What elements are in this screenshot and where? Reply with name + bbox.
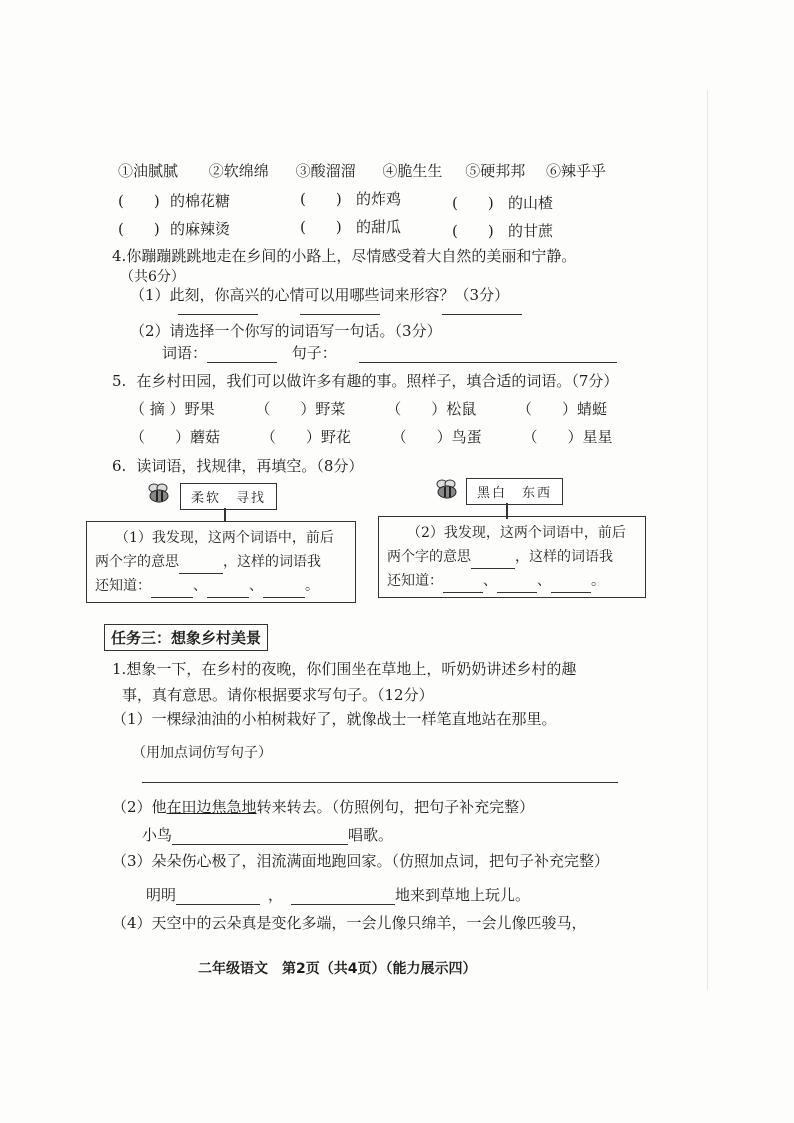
example-blank[interactable] — [443, 576, 483, 593]
underlined-phrase: 在田边焦急地 — [166, 798, 257, 816]
q3-row2: ( ) 的麻辣烫 — [118, 220, 231, 238]
q3-blank-label: 的麻辣烫 — [170, 220, 231, 238]
q5-row2: （ ）蘑菇 （ ）野花 （ ）鸟蛋 （ ）星星 — [130, 428, 613, 446]
task3-s3-fill: 明明 ， 地来到草地上玩儿。 — [146, 886, 531, 904]
task3-q1-stem-a: 1.想象一下，在乡村的夜晚，你们围坐在草地上，听奶奶讲述乡村的趣 — [112, 660, 577, 678]
s3-blank-2[interactable] — [291, 888, 395, 905]
q5-stem: 5. 在乡村田园，我们可以做许多有趣的事。照样子，填合适的词语。（7分） — [112, 372, 619, 390]
q4-answer-line — [442, 314, 522, 315]
task3-s1-hint: （用加点词仿写句子） — [132, 745, 272, 761]
meaning-blank[interactable] — [471, 552, 515, 569]
q3-row2c: ( ) 的甘蔗 — [452, 222, 554, 240]
q3-row1: ( ) 的棉花糖 — [118, 192, 231, 210]
q3-blank-label: 的甘蔗 — [508, 222, 554, 240]
q3-blank-label: 的棉花糖 — [170, 192, 231, 210]
q3-options — [118, 160, 606, 181]
q3-option: ③酸溜溜 — [295, 162, 356, 180]
example-blank[interactable] — [151, 581, 193, 598]
q3-row1b: ( ) 的炸鸡 — [300, 190, 402, 208]
q5-row1: （ 摘 ）野果 （ ）野菜 （ ）松鼠 （ ）蜻蜓 — [130, 400, 608, 418]
q3-row1c: ( ) 的山楂 — [452, 194, 554, 212]
task3-s4: （4）天空中的云朵真是变化多端，一会儿像只绵羊，一会儿像匹骏马， — [112, 914, 587, 932]
sign-post — [224, 508, 226, 522]
q3-option: ⑤硬邦邦 — [465, 162, 526, 180]
sentence-blank[interactable] — [359, 346, 617, 363]
q3-option: ⑥辣乎乎 — [545, 162, 606, 180]
s3-blank-1[interactable] — [176, 888, 260, 905]
q3-option: ②软绵绵 — [208, 162, 269, 180]
q4-answer-line — [178, 314, 258, 315]
q4-sub1: （1）此刻，你高兴的心情可以用哪些词来形容？（3分） — [130, 286, 510, 304]
s1-answer-line — [142, 782, 618, 783]
q4-stem: 4.你蹦蹦跳跳地走在乡间的小路上，尽情感受着大自然的美丽和宁静。 — [112, 247, 577, 265]
meaning-blank[interactable] — [179, 557, 223, 574]
q6-stem: 6. 读词语，找规律，再填空。（8分） — [112, 457, 364, 475]
s2-blank[interactable] — [172, 828, 348, 845]
q3-blank-label: 的山楂 — [508, 194, 554, 212]
example-blank[interactable] — [263, 581, 305, 598]
q3-option: ④脆生生 — [382, 162, 443, 180]
sign-word-pair-1: 柔软 寻找 — [180, 483, 277, 510]
q4-answer-line — [300, 314, 380, 315]
page-footer: 二年级语文 第2页（共4页）（能力展示四） — [198, 961, 477, 977]
q5-example-fill: 摘 — [149, 400, 165, 418]
page-edge-shadow — [707, 90, 708, 990]
sign-word-pair-2: 黑白 东西 — [466, 478, 563, 505]
example-blank[interactable] — [551, 576, 591, 593]
section-title: 任务三：想象乡村美景 — [104, 624, 268, 651]
q6-box-2: （2）我发现，这两个词语中，前后 两个字的意思 ，这样的词语我 还知道： 、 、 。 — [378, 516, 646, 598]
example-blank[interactable] — [497, 576, 537, 593]
q3-blank-label: 的甜瓜 — [356, 218, 402, 236]
q4-score: （共6分） — [120, 269, 185, 285]
task3-q1-stem-b: 事，真有意思。请你根据要求写句子。（12分） — [122, 686, 434, 704]
bee-icon — [146, 482, 172, 504]
q6-box-1: （1）我发现，这两个词语中，前后 两个字的意思 ，这样的词语我 还知道： 、 、 。 — [86, 521, 356, 603]
q3-row2b: ( ) 的甜瓜 — [300, 218, 402, 236]
task3-s2-fill: 小鸟 唱歌。 — [142, 826, 394, 844]
task3-s1: （1）一棵绿油油的小柏树栽好了，就像战士一样笔直地站在那里。 — [112, 710, 557, 728]
task3-s3: （3）朵朵伤心极了，泪流满面地跑回家。（仿照加点词，把句子补充完整） — [112, 852, 610, 870]
q3-option: ①油腻腻 — [118, 162, 179, 180]
q4-sub2: （2）请选择一个你写的词语写一句话。（3分） — [130, 322, 442, 340]
bee-icon — [434, 478, 460, 500]
q4-word-row: 词语： 句子： — [162, 342, 617, 363]
q3-blank-label: 的炸鸡 — [356, 190, 402, 208]
word-blank[interactable] — [207, 346, 277, 363]
example-blank[interactable] — [207, 581, 249, 598]
task3-s2: （2）他在田边焦急地转来转去。（仿照例句，把句子补充完整） — [112, 798, 535, 816]
